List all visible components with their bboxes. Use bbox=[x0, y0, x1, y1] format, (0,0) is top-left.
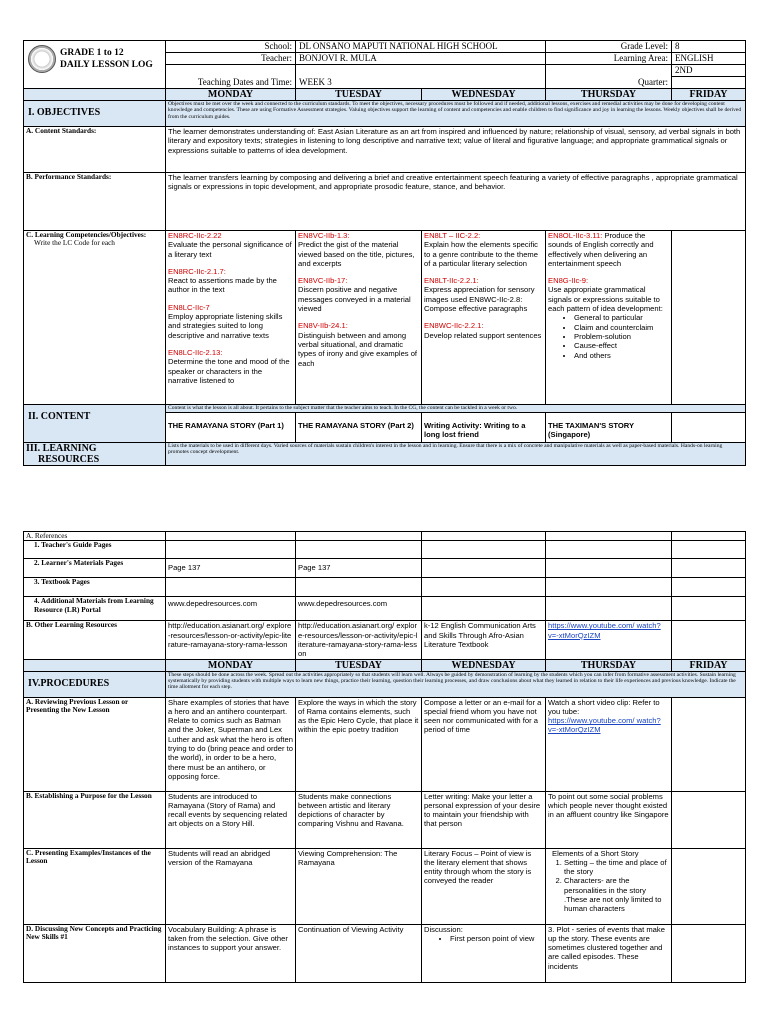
discussion-label: Discussion: bbox=[424, 924, 463, 934]
procedure-a-tuesday: Explore the ways in which the story of Rama contains elements, such as the Epic Hero Cycle, that place it within the epic poetry tradition bbox=[296, 697, 422, 791]
short-story-title: Elements of a Short Story bbox=[552, 848, 639, 858]
lc-code: EN8OL-IIc-3.11: bbox=[548, 231, 603, 240]
other-monday: http://education.asianart.org/ explore-resources/lesson-or-activity/epic-literature-ramayana-story-rama-lesson bbox=[166, 621, 296, 659]
lc-text: Predict the gist of the material viewed based on the title, pictures, and excerpts bbox=[298, 240, 415, 268]
lesson-log-page-2 bbox=[23, 531, 745, 983]
area-label: Learning Area: bbox=[546, 53, 672, 65]
lc-text: Discern positive and negative messages conveyed in a material viewed bbox=[298, 285, 411, 314]
lc-code: EN8V-IIb-24.1: bbox=[298, 321, 348, 331]
day-tuesday: TUESDAY bbox=[296, 659, 422, 671]
teachers-guide-label: 1. Teacher's Guide Pages bbox=[24, 541, 166, 559]
lc-text: Employ appropriate listening skills and strategies suited to long descriptive and narrative texts bbox=[168, 312, 283, 340]
am-tuesday: www.depedresources.com bbox=[296, 597, 422, 621]
lc-text: Use appropriate grammatical signals or expressions suitable to each pattern of idea development: bbox=[548, 285, 663, 314]
other-tuesday: http://education.asianart.org/ explore-resources/lesson-or-activity/epic-literature-ramayana-story-rama-lesson bbox=[296, 621, 422, 659]
lc-code: EN8VC-IIb-17: bbox=[298, 276, 348, 286]
references-label: A. References bbox=[24, 532, 166, 541]
performance-standards-text: The learner transfers learning by composing and delivering a brief and creative entertainment speech featuring a variety of effective paragraphs , appropriate grammatical signals or expressions in topic development, and appropriate prosodic feature, stance, and behavior. bbox=[166, 173, 746, 231]
procedure-d-tuesday: Continuation of Viewing Activity bbox=[296, 924, 422, 982]
lc-text: Express appreciation for sensory images used EN8WC-IIc-2.8: Compose effective paragraphs bbox=[424, 285, 535, 314]
procedure-b-thursday: To point out some social problems which people never thought existed in an affluent country like Singapore bbox=[546, 791, 672, 848]
list-item: • Cause-effect bbox=[574, 341, 669, 350]
procedure-a-thursday-text: Watch a short video clip: Refer to you tube: bbox=[548, 697, 660, 716]
teacher-label: Teacher: bbox=[166, 53, 296, 65]
resources-heading bbox=[24, 443, 166, 466]
content-wednesday: Writing Activity: Writing to a long lost friend bbox=[422, 413, 546, 443]
procedure-a-thursday bbox=[546, 697, 672, 791]
dates-label: Teaching Dates and Time: bbox=[166, 77, 296, 89]
lc-code: EN8LT-IIc-2.2.1: bbox=[424, 276, 479, 286]
list-item: 1. Setting – the time and place of the story bbox=[564, 858, 669, 877]
list-item: • Claim and counterclaim bbox=[574, 323, 669, 332]
procedure-b-label: B. Establishing a Purpose for the Lesson bbox=[24, 791, 166, 848]
performance-standards-label: B. Performance Standards: bbox=[24, 173, 166, 231]
lm-tuesday: Page 137 bbox=[296, 559, 422, 578]
list-item: • General to particular bbox=[574, 313, 669, 322]
area-value: ENGLISH bbox=[672, 53, 746, 65]
am-monday: www.depedresources.com bbox=[166, 597, 296, 621]
list-item: 2. Characters- are the personalities in the story .These are not only limited to human characters bbox=[564, 876, 669, 913]
day-monday: MONDAY bbox=[166, 89, 296, 101]
lc-code: EN8RC-IIc-2.22 bbox=[168, 231, 222, 240]
school-value: DL ONSANO MAPUTI NATIONAL HIGH SCHOOL bbox=[296, 41, 546, 53]
procedure-d-thursday: 3. Plot - series of events that make up the story. These events are sometimes clustered together and are called episodes. These incidents bbox=[546, 924, 672, 982]
procedure-a-monday: Share examples of stories that have a hero and an antihero counterpart. Relate to comics such as Batman and the Joker, Superman and Lex Luther and ask what the hero is often trying to do (bring peace and order to the world), in order to be a hero, there must be an antihero, or opposing force. bbox=[166, 697, 296, 791]
lc-thursday bbox=[546, 231, 672, 405]
lc-text: React to assertions made by the author in the text bbox=[168, 276, 277, 295]
lc-code: EN8LT – IIC-2.2: bbox=[424, 231, 481, 240]
procedure-a-label: A. Reviewing Previous Lesson or Presenting the New Lesson bbox=[24, 697, 166, 791]
procedure-c-thursday bbox=[546, 848, 672, 924]
day-wednesday: WEDNESDAY bbox=[422, 659, 546, 671]
resources-heading-line1: III. LEARNING bbox=[26, 443, 97, 454]
lc-sublabel: Write the LC Code for each bbox=[34, 238, 115, 248]
school-label: School: bbox=[166, 41, 296, 53]
grade-value: 8 bbox=[672, 41, 746, 53]
objectives-heading: I. OBJECTIVES bbox=[24, 101, 166, 127]
lc-text: Determine the tone and mood of the speaker or characters in the narrative listened to bbox=[168, 357, 290, 385]
procedure-c-label: C. Presenting Examples/Instances of the Lesson bbox=[24, 848, 166, 924]
quarter-value: 2ND bbox=[672, 65, 746, 77]
lc-code: EN8LC-IIc-7 bbox=[168, 302, 210, 312]
lc-text: Develop related support sentences bbox=[424, 330, 542, 340]
lc-text: Explain how the elements specific to a genre contribute to the theme of a particular literary selection bbox=[424, 240, 538, 268]
procedure-d-wednesday bbox=[422, 924, 546, 982]
procedure-c-wednesday: Literary Focus – Point of view is the literary element that shows entity through whom the story is conveyed the reader bbox=[422, 848, 546, 924]
list-item: • Problem-solution bbox=[574, 332, 669, 341]
day-monday: MONDAY bbox=[166, 659, 296, 671]
content-note: Content is what the lesson is all about. It pertains to the subject matter that the teacher aims to teach. In the CG, the content can be tackled in a week or two. bbox=[166, 405, 746, 413]
lc-code: EN8VC-IIb-1.3: bbox=[298, 231, 350, 240]
lc-text: Distinguish between and among verbal situational, and dramatic types of irony and give examples of each bbox=[298, 330, 418, 368]
learners-materials-label: 2. Learner's Materials Pages bbox=[24, 559, 166, 578]
lc-label: C. Learning Competencies/Objectives: bbox=[26, 230, 147, 239]
log-title-cell bbox=[24, 41, 166, 89]
other-wednesday: k-12 English Communication Arts and Skills Through Afro-Asian Literature Textbook bbox=[422, 621, 546, 659]
deped-seal-icon bbox=[28, 45, 56, 73]
lc-entry bbox=[548, 231, 669, 268]
procedure-b-monday: Students are introduced to Ramayana (Story of Rama) and recall events by sequencing related art objects on a Story Hill. bbox=[166, 791, 296, 848]
procedure-c-monday: Students will read an abridged version of the Ramayana bbox=[166, 848, 296, 924]
objectives-note: Objectives must be met over the week and connected to the curriculum standards. To meet the objectives, necessary procedures must be followed and if needed, additional lessons, exercises and remedial activities may be done for developing content knowledge and competencies. These are using Formative Assessment strategies. Valuing objectives support the learning of content and competencies and enable children to find significance and joy in learning the lessons. Weekly objectives shall be derived from the curriculum guides. bbox=[166, 101, 746, 127]
procedure-b-wednesday: Letter writing: Make your letter a personal expression of your desire to maintain your friendship with that person bbox=[422, 791, 546, 848]
learning-competencies-label bbox=[24, 231, 166, 405]
day-thursday: THURSDAY bbox=[546, 89, 672, 101]
lc-code: EN8G-IIc-9: bbox=[548, 276, 589, 286]
lc-tuesday bbox=[296, 231, 422, 405]
day-tuesday: TUESDAY bbox=[296, 89, 422, 101]
procedure-d-monday: Vocabulary Building: A phrase is taken from the selection. Give other instances to support your answer. bbox=[166, 924, 296, 982]
dates-value: WEEK 3 bbox=[296, 77, 546, 89]
procedures-heading: IV.PROCEDURES bbox=[24, 671, 166, 697]
quarter-label: Quarter: bbox=[546, 77, 672, 89]
other-resources-label: B. Other Learning Resources bbox=[24, 621, 166, 659]
day-friday: FRIDAY bbox=[672, 659, 746, 671]
title-line-1: GRADE 1 to 12 bbox=[60, 48, 124, 58]
lc-text: Produce the sounds of English correctly and effectively when delivering an entertainment speech bbox=[548, 231, 654, 268]
lc-code: EN8RC-IIc-2.1.7: bbox=[168, 266, 226, 276]
lesson-log-page-1 bbox=[23, 40, 745, 466]
list-item: • First person point of view bbox=[450, 934, 543, 943]
youtube-link[interactable]: https://www.youtube.com/ watch?v=-xtMorQzIZM bbox=[548, 716, 661, 735]
lc-code: EN8LC-IIc-2.13: bbox=[168, 347, 223, 357]
teacher-value: BONJOVI R. MULA bbox=[296, 53, 546, 65]
lc-monday bbox=[166, 231, 296, 405]
content-heading: II. CONTENT bbox=[24, 405, 166, 443]
youtube-link[interactable]: https://www.youtube.com/ watch?v=-xtMorQzIZM bbox=[548, 621, 661, 640]
content-monday: THE RAMAYANA STORY (Part 1) bbox=[166, 413, 296, 443]
lc-wednesday bbox=[422, 231, 546, 405]
lm-monday: Page 137 bbox=[166, 559, 296, 578]
content-standards-label: A. Content Standards: bbox=[24, 127, 166, 173]
day-friday: FRIDAY bbox=[672, 89, 746, 101]
procedure-c-tuesday: Viewing Comprehension: The Ramayana bbox=[296, 848, 422, 924]
title-line-2: DAILY LESSON LOG bbox=[60, 60, 153, 70]
procedure-b-tuesday: Students make connections between artistic and literary depictions of character by comparing Vishnu and Ravana. bbox=[296, 791, 422, 848]
lc-code: EN8WC-IIc-2.2.1: bbox=[424, 321, 484, 331]
additional-materials-label: 4. Additional Materials from Learning Resource (LR) Portal bbox=[24, 597, 166, 621]
procedure-d-label: D. Discussing New Concepts and Practicing New Skills #1 bbox=[24, 924, 166, 982]
resources-heading-line2: RESOURCES bbox=[38, 454, 100, 465]
content-standards-text: The learner demonstrates understanding of: East Asian Literature as an art from inspired and influenced by nature; relationship of visual, sensory, ad verbal signals in both literary and expository texts; strategies in listening to long descriptive and narrative text; value of literal and figurative language; and appropriate grammatical signals or expressions suitable to patterns of idea development. bbox=[166, 127, 746, 173]
day-wednesday: WEDNESDAY bbox=[422, 89, 546, 101]
resources-note: Lists the materials to be used in different days. Varied sources of materials sustain children's interest in the lesson and in learning. Ensure that there is a mix of concrete and manipulative materials as well as paper-based materials. Hands-on learning promotes concept development. bbox=[166, 443, 746, 466]
list-item: • And others bbox=[574, 351, 669, 360]
content-thursday: THE TAXIMAN'S STORY (Singapore) bbox=[546, 413, 672, 443]
content-tuesday: THE RAMAYANA STORY (Part 2) bbox=[296, 413, 422, 443]
textbook-label: 3. Textbook Pages bbox=[24, 578, 166, 597]
lc-text: Evaluate the personal significance of a literary text bbox=[168, 240, 292, 259]
procedure-a-wednesday: Compose a letter or an e-mail for a special friend whom you have not seen nor communicated with for a period of time bbox=[422, 697, 546, 791]
day-thursday: THURSDAY bbox=[546, 659, 672, 671]
grade-label: Grade Level: bbox=[546, 41, 672, 53]
procedures-note: These steps should be done across the week. Spread out the activities appropriately so that students will learn well. Always be guided by demonstration of learning by the students which you can infer from formative assessment activities. Sustain learning systematically by providing students with multiple ways to learn new things, practice their learning, question their learning processes, and draw conclusions about what they learned in relation to their life experiences and previous knowledge. Indicate the time allotment for each step. bbox=[166, 671, 746, 697]
